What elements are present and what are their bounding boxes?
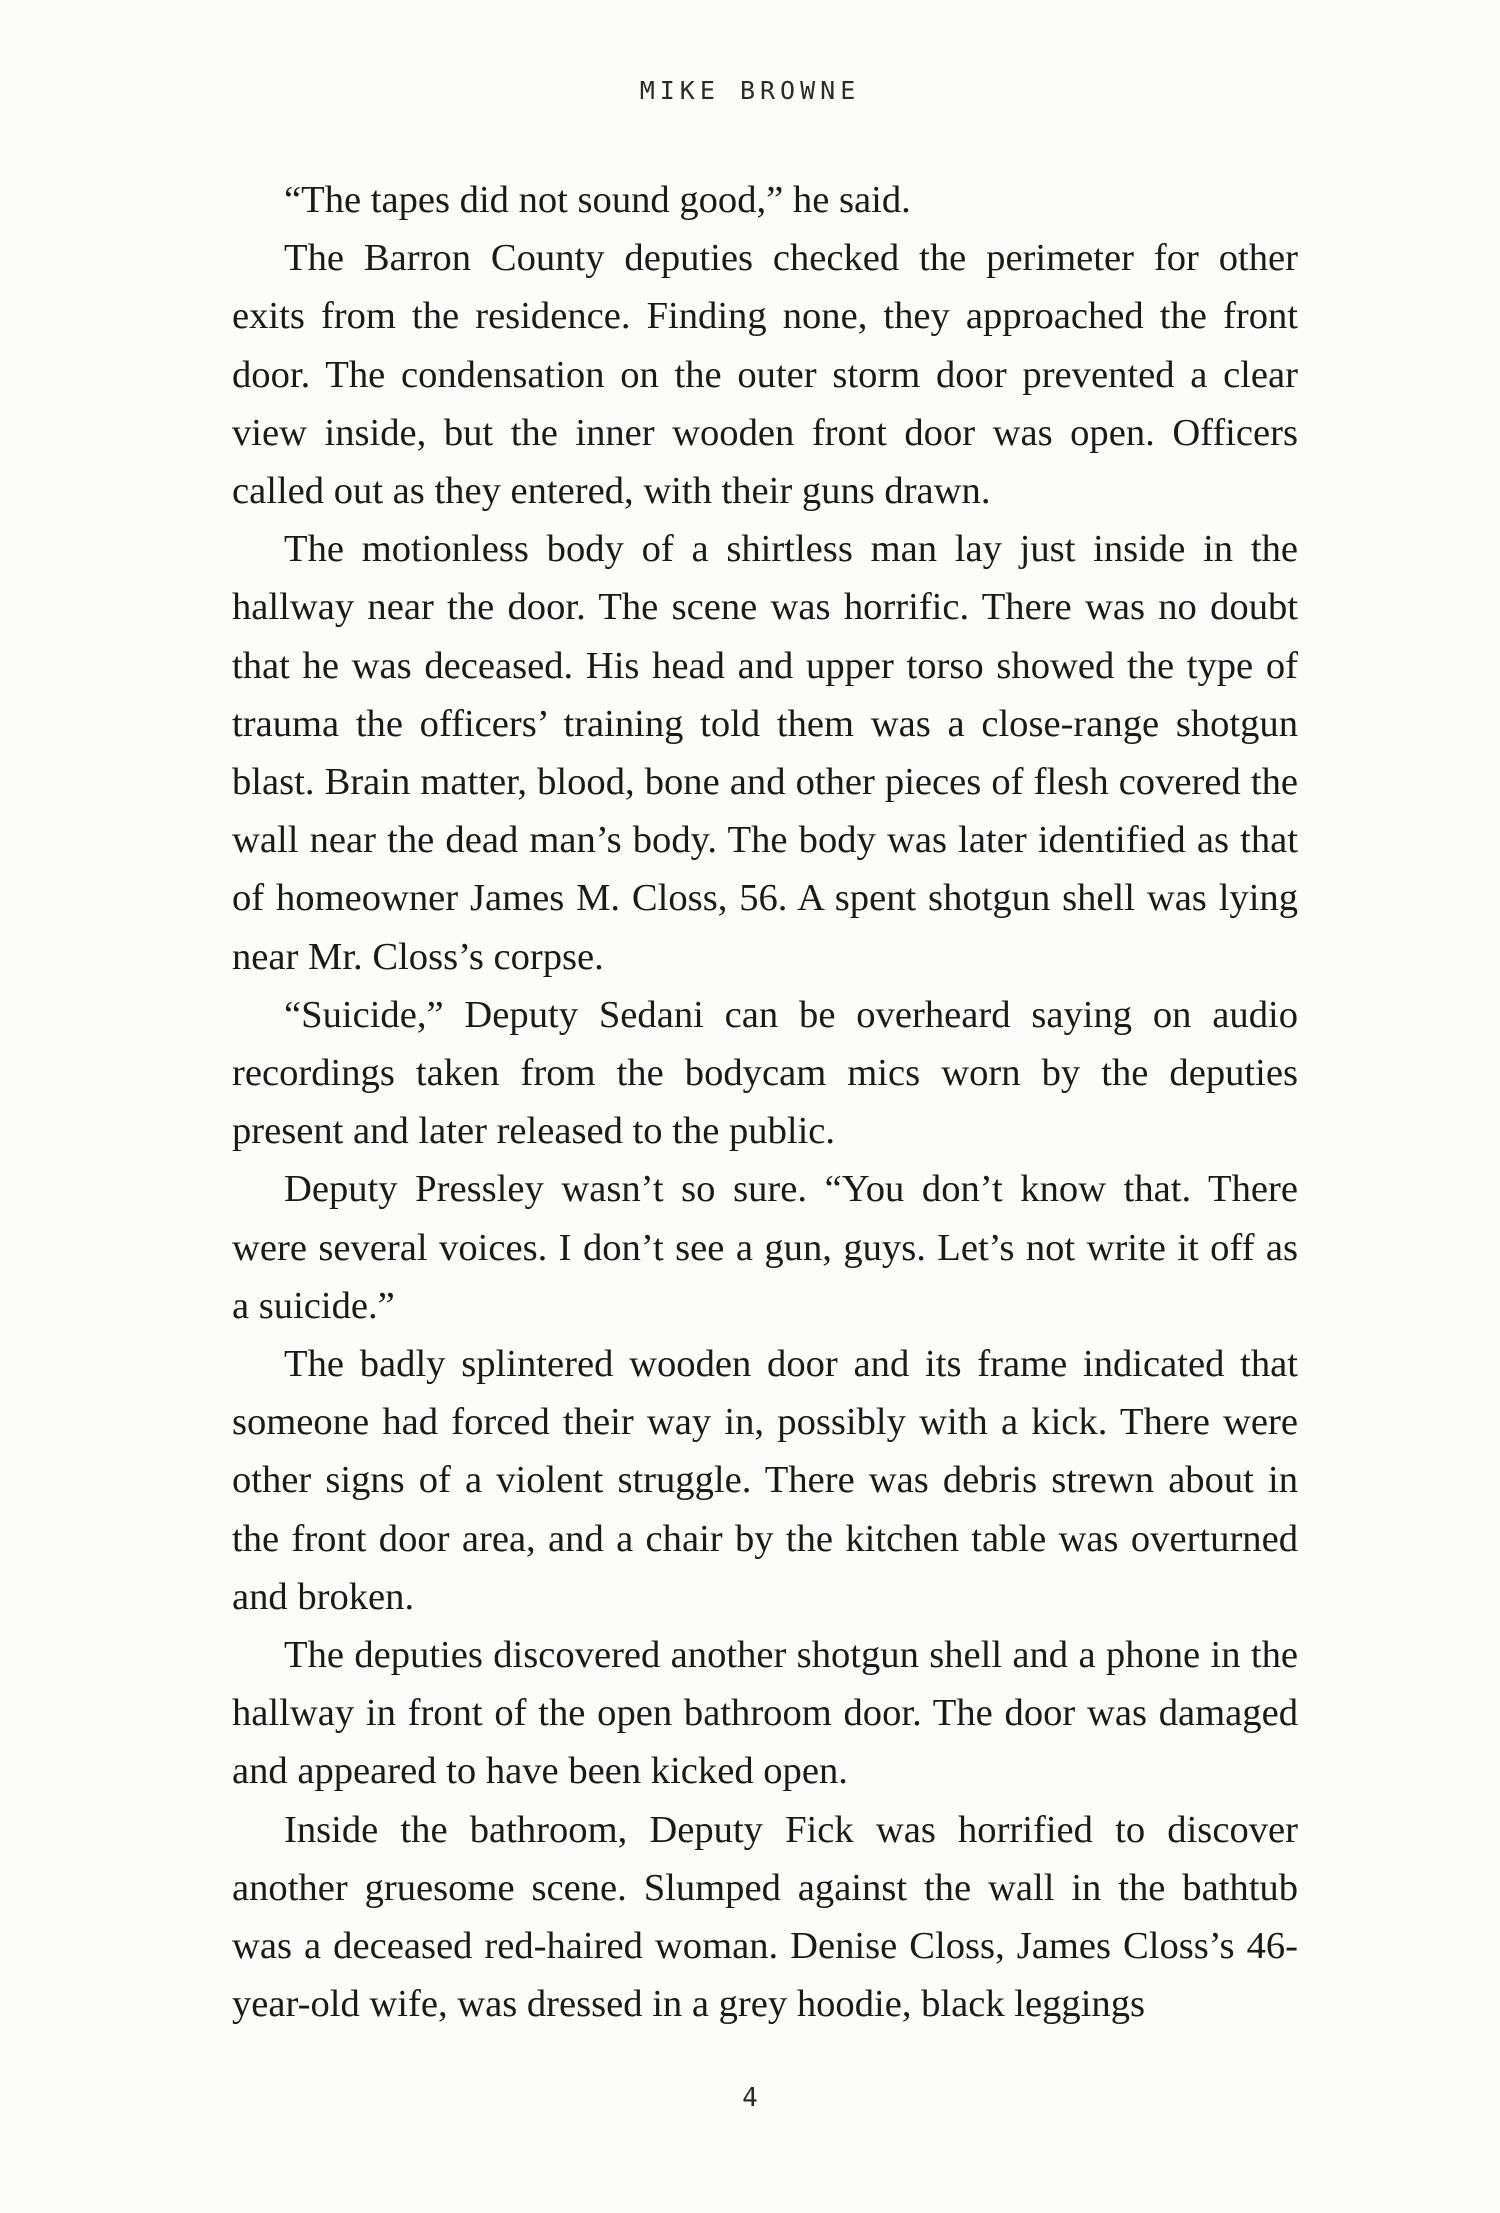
- page-number: 4: [742, 2083, 758, 2113]
- paragraph: The deputies discovered another shotgun shell and a phone in the hallway in front of the open bathroom door. The door was damaged and appeared to have been kicked open.: [232, 1634, 1298, 1793]
- paragraph: “The tapes did not sound good,” he said.: [284, 179, 911, 221]
- paragraph: The Barron County deputies checked the perimeter for other exits from the residence. Finding none, they approached the front door. The condensation on the outer storm door prevented a clear view inside, but the inner wooden front door was open. Officers called out as they entered, with their guns drawn.: [232, 237, 1298, 513]
- body-text: [232, 171, 1298, 2034]
- paragraph: The motionless body of a shirtless man lay just inside in the hallway near the door. The scene was horrific. There was no doubt that he was deceased. His head and upper torso showed the type of trauma the officers’ training told them was a close-range shotgun blast. Brain matter, blood, bone and other pieces of flesh covered the wall near the dead man’s body. The body was later identified as that of homeowner James M. Closs, 56. A spent shotgun shell was lying near Mr. Closs’s corpse.: [232, 528, 1298, 978]
- running-head: MIKE BROWNE: [639, 76, 861, 105]
- paragraph: Inside the bathroom, Deputy Fick was horrified to discover another gruesome scene. Slumped against the wall in the bathtub was a deceased red-haired woman. Denise Closs, James Closs’s 46-year-old wife, was dressed in a grey hoodie, black leggings: [232, 1808, 1298, 2026]
- paragraph: The badly splintered wooden door and its frame indicated that someone had forced their way in, possibly with a kick. There were other signs of a violent struggle. There was debris strewn about in the front door area, and a chair by the kitchen table was overturned and broken.: [232, 1343, 1298, 1618]
- paragraph: “Suicide,” Deputy Sedani can be overheard saying on audio recordings taken from the bodycam mics worn by the deputies present and later released to the public.: [232, 993, 1298, 1153]
- paragraph: Deputy Pressley wasn’t so sure. “You don’t know that. There were several voices. I don’t see a gun, guys. Let’s not write it off as a suicide.”: [232, 1168, 1298, 1327]
